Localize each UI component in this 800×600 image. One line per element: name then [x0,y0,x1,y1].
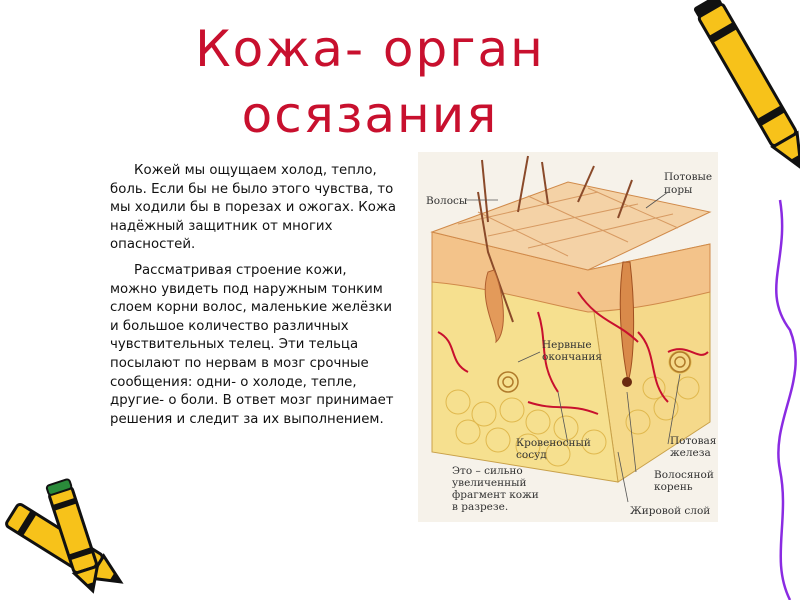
label-hair: Волосы [426,195,468,207]
decor-right [640,0,800,600]
label-pores-2: поры [664,184,693,196]
paragraph-2: Рассматривая строение кожи, можно увидеть под наружным тонким слоем корни волос, маленькие желёзки и большое количество различных чувствительных телец. Эти тельца посылают по нервам в мозг срочные сообщения: одни- о холоде, тепле, другие- о боли. В ответ мозг принимает решения и следит за их выполнением. [110,262,394,427]
paragraph-1: Кожей мы ощущаем холод, тепло, боль. Если бы не было этого чувства, то мы ходили бы в порезах и ожогах. Кожа надёжный защитник от многих опасностей. [110,163,396,253]
label-vessel-2: сосуд [516,449,547,461]
label-pores-1: Потовые [664,171,713,183]
page-title [150,16,590,148]
label-nerves-1: Нервные [542,339,592,351]
label-gland-2: железа [670,447,711,459]
title-line-1: Кожа- орган [195,20,545,78]
label-nerves-2: окончания [542,351,603,363]
label-root-1: Волосяной [654,469,714,481]
purple-swirl-line [776,200,795,600]
crayon-icon [693,0,800,175]
label-root-2: корень [654,481,693,493]
caption-line-1: Это – сильно [452,465,523,477]
caption-line-2: увеличенный [452,477,527,489]
label-gland-1: Потовая [670,435,717,447]
body-text [110,162,396,436]
label-vessel-1: Кровеносный [516,437,591,449]
decor-left [0,470,150,600]
title-line-2: осязания [241,86,499,144]
label-fat: Жировой слой [630,505,711,517]
caption-line-4: в разрезе. [452,501,509,513]
hair-root-bulb [622,377,632,387]
caption-line-3: фрагмент кожи [452,489,539,501]
